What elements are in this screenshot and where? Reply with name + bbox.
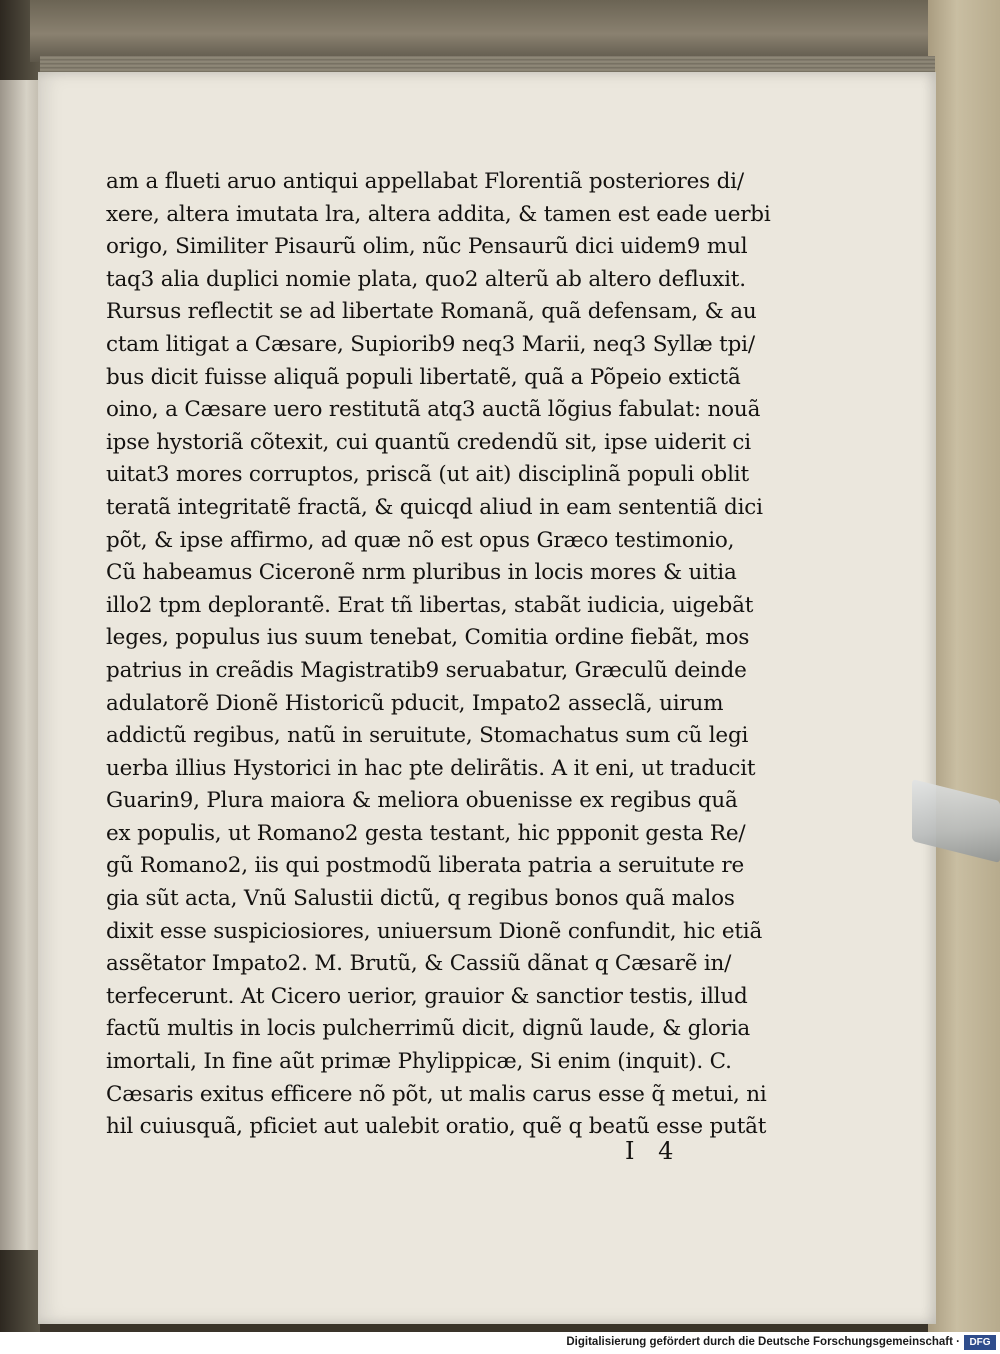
page-text	[106, 166, 771, 1144]
text-line: illo2 tpm deplorantẽ. Erat tñ libertas, stabãt iudicia, uigebãt	[106, 592, 754, 618]
text-line: addictũ regibus, natũ in seruitute, Stomachatus sum cũ legi	[106, 723, 749, 749]
text-line: patrius in creãdis Magistratib9 seruabatur, Græculũ deinde	[106, 657, 747, 683]
text-line: uerba illius Hystorici in hac pte delirãtis. A it eni, ut traducit	[106, 755, 756, 781]
footer-bar	[0, 1332, 1000, 1354]
text-line: bus dicit fuisse aliquã populi libertatẽ, quã a Põpeio extictã	[106, 364, 741, 390]
text-line: gũ Romano2, iis qui postmodũ liberata patria a seruitute re	[106, 853, 744, 879]
text-line: terfecerunt. At Cicero uerior, grauior & sanctior testis, illud	[106, 983, 748, 1009]
text-line: factũ multis in locis pulcherrimũ dicit, dignũ laude, & gloria	[106, 1016, 751, 1042]
text-line: taq3 alia duplici nomie plata, quo2 alterũ ab altero defluxit.	[106, 266, 746, 292]
text-line: hil cuiusquã, pficiet aut ualebit oratio, quẽ q beatũ esse putãt	[106, 1114, 767, 1140]
signature-mark: I 4	[625, 1137, 682, 1165]
text-line: ex populis, ut Romano2 gesta testant, hic ppponit gesta Re/	[106, 820, 746, 846]
text-line: adulatorẽ Dionẽ Historicũ pducit, Impato2 asseclã, uirum	[106, 690, 724, 716]
text-line: assẽtator Impato2. M. Brutũ, & Cassiũ dãnat q Cæsarẽ in/	[106, 951, 732, 977]
dfg-logo: DFG	[964, 1335, 996, 1350]
text-line: Rursus reflectit se ad libertate Romanã, quã defensam, & au	[106, 299, 757, 325]
text-line: ctam litigat a Cæsare, Supiorib9 neq3 Marii, neq3 Syllæ tpi/	[106, 331, 755, 357]
text-line: Cũ habeamus Ciceronẽ nrm pluribus in locis mores & uitia	[106, 560, 737, 586]
text-line: origo, Similiter Pisaurũ olim, nũc Pensaurũ dici uidem9 mul	[106, 234, 748, 260]
cover-top-edge	[30, 0, 1000, 62]
text-line: gia sũt acta, Vnũ Salustii dictũ, q regibus bonos quã malos	[106, 886, 735, 912]
text-line: imortali, In fine aũt primæ Phylippicæ, Si enim (inquit). C.	[106, 1049, 732, 1075]
facing-page-edge	[0, 80, 38, 1250]
text-line: põt, & ipse affirmo, ad quæ nõ est opus Græco testimonio,	[106, 527, 735, 553]
text-line: leges, populus ius suum tenebat, Comitia ordine fiebãt, mos	[106, 625, 750, 651]
text-line: teratã integritatẽ fractã, & quicqd aliud in eam sententiã dici	[106, 494, 763, 520]
text-line: Cæsaris exitus efficere nõ põt, ut malis carus esse q̃ metui, ni	[106, 1081, 767, 1107]
funding-credit: Digitalisierung gefördert durch die Deutsche Forschungsgemeinschaft ·	[566, 1336, 960, 1348]
text-line: ipse hystoriã cõtexit, cui quantũ credendũ sit, ipse uiderit ci	[106, 429, 751, 455]
cover-right-board	[928, 0, 1000, 1332]
text-line: am a flueti aruo antiqui appellabat Florentiã posteriores di/	[106, 169, 744, 194]
text-line: dixit esse suspiciosiores, uniuersum Dionẽ confundit, hic etiã	[106, 918, 763, 944]
text-line: uitat3 mores corruptos, priscã (ut ait) disciplinã populi oblit	[106, 462, 749, 488]
text-line: xere, altera imutata lra, altera addita, & tamen est eade uerbi	[106, 201, 771, 227]
text-line: Guarin9, Plura maiora & meliora obuenisse ex regibus quã	[106, 788, 738, 814]
text-line: oino, a Cæsare uero restitutã atq3 auctã lõgius fabulat: nouã	[106, 397, 761, 423]
